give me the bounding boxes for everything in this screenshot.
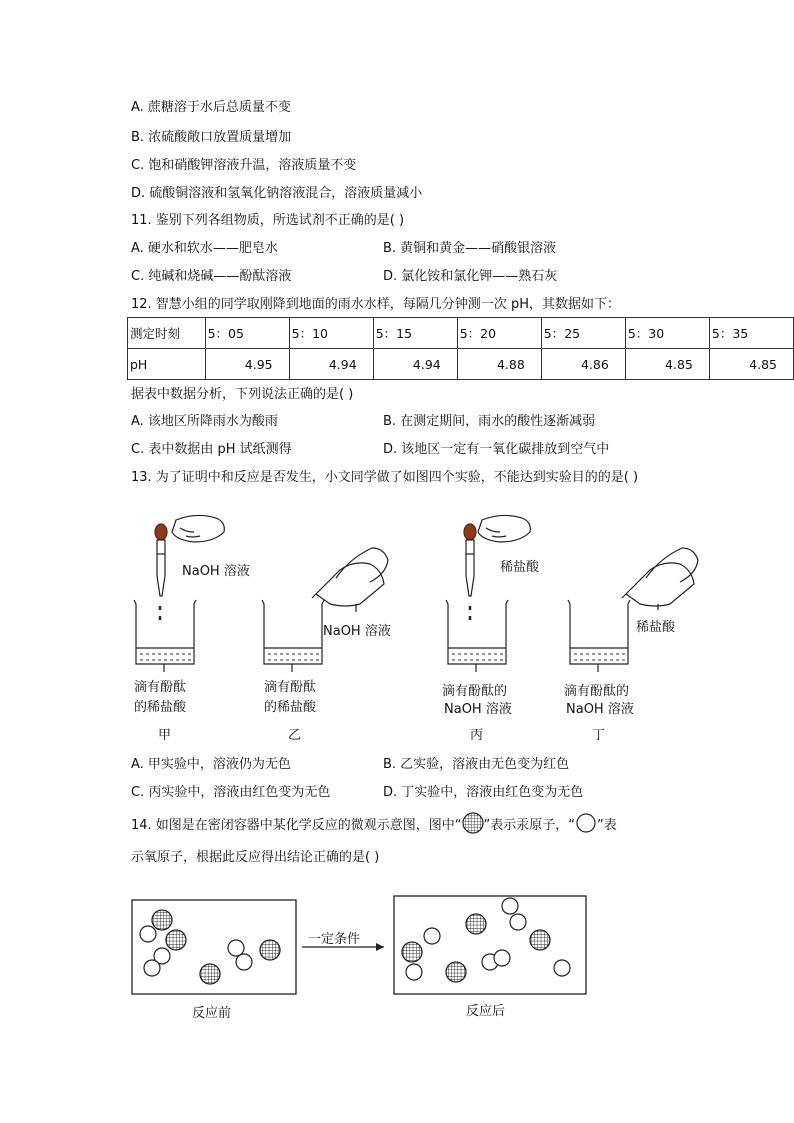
table-cell: 5：15 bbox=[373, 318, 457, 349]
table-cell: 4.85 bbox=[709, 349, 793, 380]
ding-reagent-label: 稀盐酸 bbox=[636, 620, 676, 635]
yi-reagent-label: NaOH 溶液 bbox=[323, 624, 391, 639]
q13-stem: 13. 为了证明中和反应是否发生，小文同学做了如图四个实验，不能达到实验目的的是( ) bbox=[131, 470, 639, 485]
bing-name: 丙 bbox=[470, 728, 484, 743]
oxygen-atom bbox=[424, 928, 440, 944]
oxygen-atom bbox=[502, 898, 518, 914]
after-container bbox=[394, 896, 586, 994]
jia-name: 甲 bbox=[158, 728, 172, 743]
q12-option-b: B. 在测定期间，雨水的酸性逐渐减弱 bbox=[383, 414, 596, 429]
ding-beaker-label-2: NaOH 溶液 bbox=[566, 702, 634, 717]
table-cell: 5：20 bbox=[457, 318, 541, 349]
yi-name: 乙 bbox=[288, 728, 302, 743]
q12-followup: 据表中数据分析，下列说法正确的是( ) bbox=[131, 387, 354, 402]
q14-stem-a: 14. 如图是在密闭容器中某化学反应的微观示意图，图中“ bbox=[131, 817, 462, 833]
table-header-ph: pH bbox=[128, 349, 206, 380]
oxygen-atom bbox=[228, 940, 244, 956]
table-cell: 4.94 bbox=[373, 349, 457, 380]
jia-reagent-label: NaOH 溶液 bbox=[182, 564, 250, 579]
q10-option-b: B. 浓硫酸敞口放置质量增加 bbox=[131, 130, 292, 145]
q11-option-c: C. 纯碱和烧碱——酚酞溶液 bbox=[131, 269, 292, 284]
table-cell: 4.85 bbox=[625, 349, 709, 380]
q12-option-a: A. 该地区所降雨水为酸雨 bbox=[131, 414, 278, 429]
table-cell: 5：35 bbox=[709, 318, 793, 349]
table-header-time: 测定时刻 bbox=[128, 318, 206, 349]
q14-stem-line2: 示氧原子，根据此反应得出结论正确的是( ) bbox=[131, 850, 380, 865]
yi-beaker-label-1: 滴有酚酞 bbox=[264, 680, 317, 695]
oxygen-atom bbox=[494, 950, 510, 966]
table-cell: 4.94 bbox=[289, 349, 373, 380]
q14-stem-c: ”表 bbox=[597, 817, 617, 833]
oxygen-atom bbox=[406, 964, 422, 980]
table-cell: 4.95 bbox=[205, 349, 289, 380]
jia-beaker-label-1: 滴有酚酞 bbox=[134, 680, 187, 695]
q10-option-a: A. 蔗糖溶于水后总质量不变 bbox=[131, 100, 291, 115]
yi-beaker-label-2: 的稀盐酸 bbox=[264, 700, 317, 715]
table-cell: 5：30 bbox=[625, 318, 709, 349]
q11-stem: 11. 鉴别下列各组物质，所选试剂不正确的是( ) bbox=[131, 213, 405, 228]
q11-option-a: A. 硬水和软水——肥皂水 bbox=[131, 241, 278, 256]
table-cell: 5：10 bbox=[289, 318, 373, 349]
reaction-condition-label: 一定条件 bbox=[308, 932, 361, 947]
oxygen-atom bbox=[554, 960, 570, 976]
q12-option-c: C. 表中数据由 pH 试纸测得 bbox=[131, 442, 292, 457]
oxygen-atom bbox=[140, 926, 156, 942]
oxygen-atom bbox=[236, 954, 252, 970]
q12-option-d: D. 该地区一定有一氧化碳排放到空气中 bbox=[383, 442, 610, 457]
q11-option-d: D. 氯化铵和氯化钾——熟石灰 bbox=[383, 269, 558, 284]
q10-option-d: D. 硫酸铜溶液和氢氧化钠溶液混合，溶液质量减小 bbox=[131, 186, 423, 201]
bing-beaker-label-1: 滴有酚酞的 bbox=[442, 684, 508, 699]
q13-option-d: D. 丁实验中，溶液由红色变为无色 bbox=[383, 785, 584, 800]
bing-beaker-label-2: NaOH 溶液 bbox=[444, 702, 512, 717]
bing-reagent-label: 稀盐酸 bbox=[500, 560, 540, 575]
before-label: 反应前 bbox=[192, 1006, 232, 1021]
table-cell: 4.88 bbox=[457, 349, 541, 380]
table-cell: 4.86 bbox=[541, 349, 625, 380]
q12-stem: 12. 智慧小组的同学取刚降到地面的雨水水样，每隔几分钟测一次 pH，其数据如下： bbox=[131, 297, 620, 312]
ding-name: 丁 bbox=[592, 728, 606, 743]
q14-stem-b: ”表示汞原子，“ bbox=[483, 817, 576, 833]
table-cell: 5：05 bbox=[205, 318, 289, 349]
jia-beaker-label-2: 的稀盐酸 bbox=[134, 700, 187, 715]
oxygen-atom bbox=[510, 914, 526, 930]
table-cell: 5：25 bbox=[541, 318, 625, 349]
q13-option-a: A. 甲实验中，溶液仍为无色 bbox=[131, 757, 291, 772]
q10-option-c: C. 饱和硝酸钾溶液升温，溶液质量不变 bbox=[131, 158, 357, 173]
q13-option-c: C. 丙实验中，溶液由红色变为无色 bbox=[131, 785, 331, 800]
after-label: 反应后 bbox=[466, 1004, 506, 1019]
q13-option-b: B. 乙实验，溶液由无色变为红色 bbox=[383, 757, 570, 772]
oxygen-atom bbox=[144, 960, 160, 976]
q11-option-b: B. 黄铜和黄金——硝酸银溶液 bbox=[383, 241, 557, 256]
ding-beaker-label-1: 滴有酚酞的 bbox=[564, 684, 630, 699]
